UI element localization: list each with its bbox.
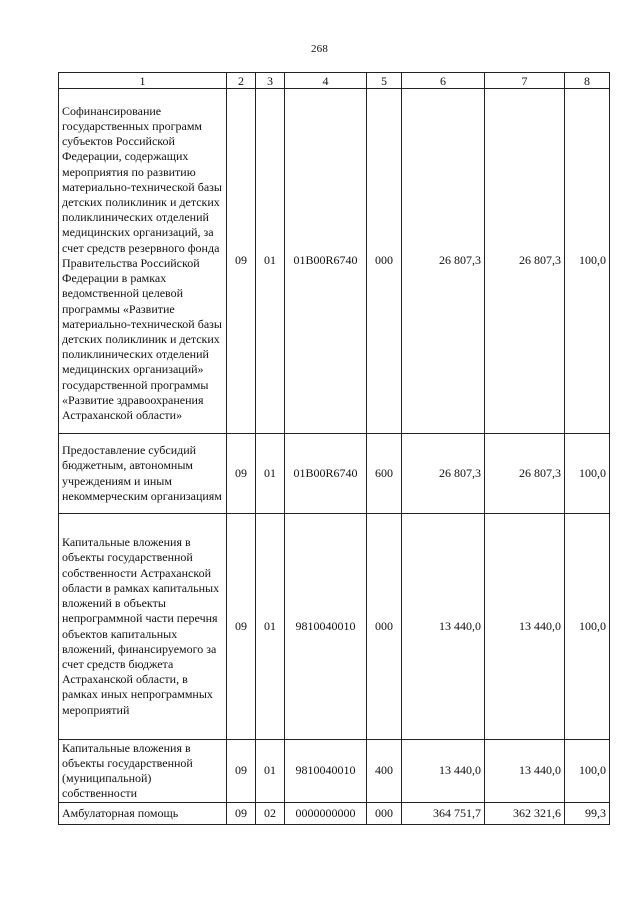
row-plan: 26 807,3 [402, 434, 485, 514]
row-percent: 100,0 [565, 89, 610, 434]
col-header-3: 3 [256, 73, 285, 89]
row-fact: 26 807,3 [485, 89, 565, 434]
col-header-7: 7 [485, 73, 565, 89]
row-name: Амбулаторная помощь [59, 803, 227, 825]
row-percent: 100,0 [565, 514, 610, 740]
table-row [59, 803, 610, 825]
row-name: Капитальные вложения в объекты государственной собственности Астраханской области в рамках капитальных вложений в объекты непрограммной части перечня объектов капитальных вложений, финансируемого за счет средств бюджета Астраханской области, в рамках иных непрограммных мероприятий [59, 514, 227, 740]
row-target-article: 0000000000 [285, 803, 367, 825]
row-subsection: 01 [256, 514, 285, 740]
row-fact: 13 440,0 [485, 514, 565, 740]
row-subsection: 02 [256, 803, 285, 825]
row-fact: 13 440,0 [485, 740, 565, 803]
row-plan: 13 440,0 [402, 514, 485, 740]
row-expense-type: 000 [367, 89, 402, 434]
row-fact: 26 807,3 [485, 434, 565, 514]
row-target-article: 01В00R6740 [285, 434, 367, 514]
row-expense-type: 600 [367, 434, 402, 514]
header-row [59, 73, 610, 89]
row-subsection: 01 [256, 89, 285, 434]
row-plan: 364 751,7 [402, 803, 485, 825]
col-header-5: 5 [367, 73, 402, 89]
row-percent: 99,3 [565, 803, 610, 825]
row-section: 09 [227, 434, 256, 514]
table-row [59, 434, 610, 514]
row-section: 09 [227, 89, 256, 434]
row-target-article: 01В00R6740 [285, 89, 367, 434]
budget-execution-table [58, 72, 610, 825]
table-row [59, 89, 610, 434]
row-expense-type: 000 [367, 514, 402, 740]
row-percent: 100,0 [565, 434, 610, 514]
col-header-4: 4 [285, 73, 367, 89]
row-percent: 100,0 [565, 740, 610, 803]
row-name: Предоставление субсидий бюджетным, автономным учреждениям и иным некоммерческим организациям [59, 434, 227, 514]
row-subsection: 01 [256, 434, 285, 514]
row-expense-type: 000 [367, 803, 402, 825]
col-header-1: 1 [59, 73, 227, 89]
row-target-article: 9810040010 [285, 740, 367, 803]
row-plan: 26 807,3 [402, 89, 485, 434]
row-expense-type: 400 [367, 740, 402, 803]
row-name: Софинансирование государственных программ субъектов Российской Федерации, содержащих мероприятия по развитию материально-технической базы детских поликлиник и детских поликлинических отделений медицинских организаций, за счет средств резервного фонда Правительства Российской Федерации в рамках ведомственной целевой программы «Развитие материально-технической базы детских поликлиник и детских поликлинических отделений медицинских организаций» государственной программы «Развитие здравоохранения Астраханской области» [59, 89, 227, 434]
page-number: 268 [310, 43, 329, 55]
row-fact: 362 321,6 [485, 803, 565, 825]
table-row [59, 740, 610, 803]
row-section: 09 [227, 514, 256, 740]
row-section: 09 [227, 803, 256, 825]
col-header-2: 2 [227, 73, 256, 89]
row-target-article: 9810040010 [285, 514, 367, 740]
table-row [59, 514, 610, 740]
row-plan: 13 440,0 [402, 740, 485, 803]
row-name: Капитальные вложения в объекты государственной (муниципальной) собственности [59, 740, 227, 803]
row-section: 09 [227, 740, 256, 803]
row-subsection: 01 [256, 740, 285, 803]
col-header-6: 6 [402, 73, 485, 89]
col-header-8: 8 [565, 73, 610, 89]
